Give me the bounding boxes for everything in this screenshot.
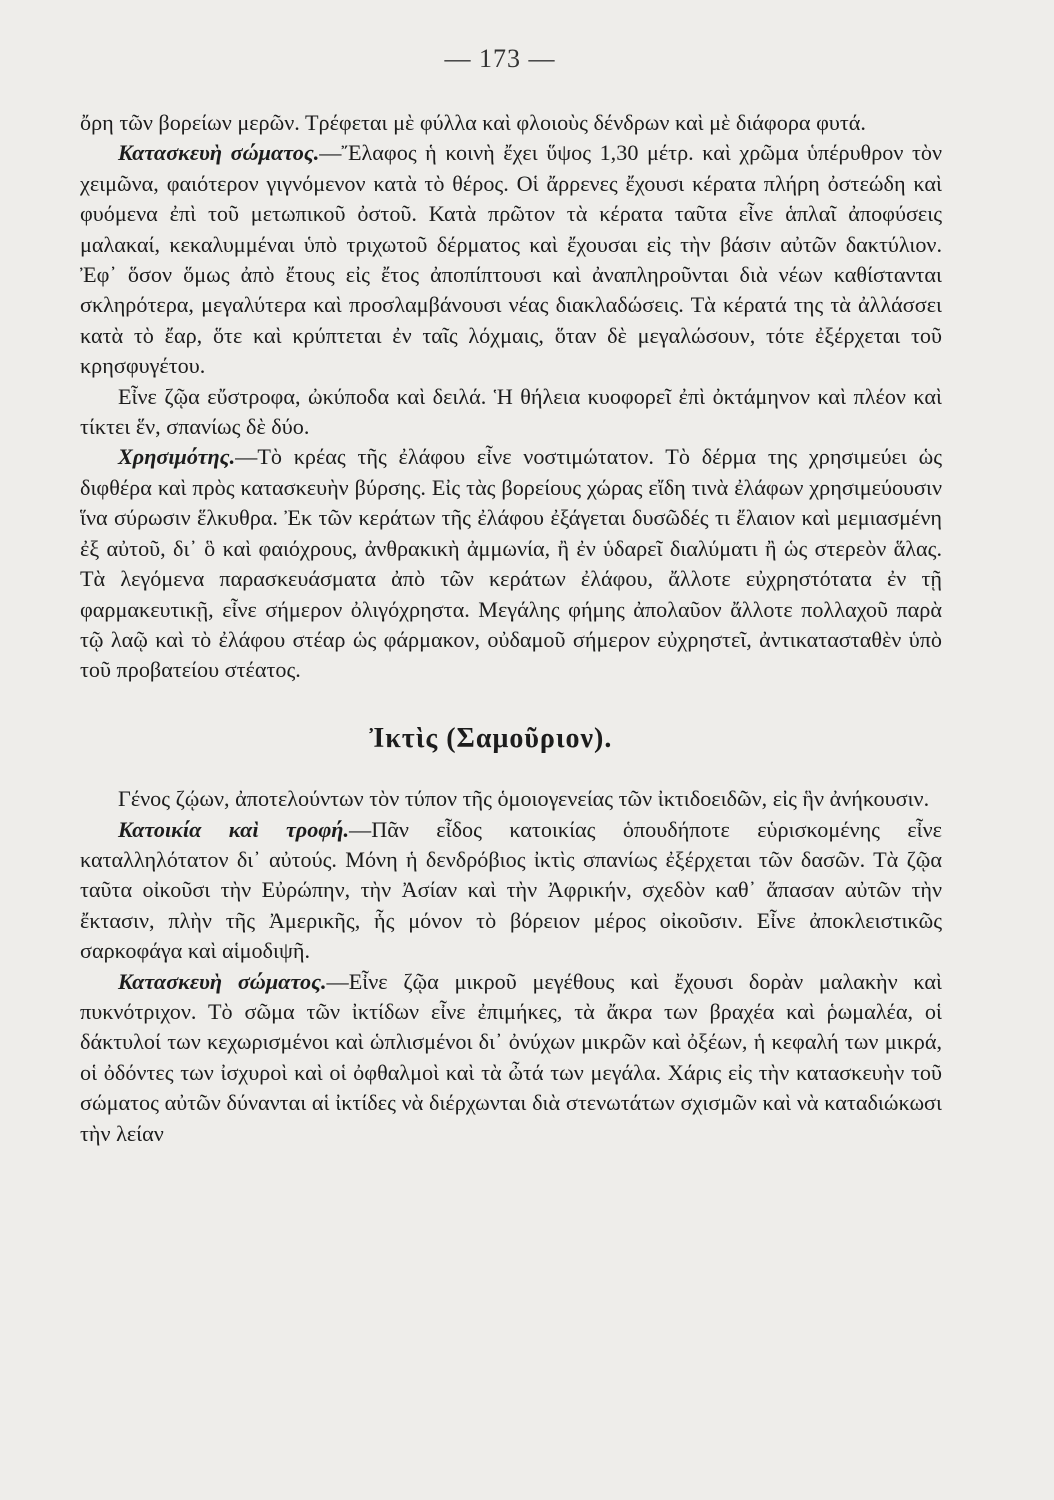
paragraph	[80, 815, 942, 967]
paragraph-heading: Κατασκευὴ σώματος.	[118, 968, 327, 994]
paragraph-text: —Πᾶν εἶδος κατοικίας ὁπουδήποτε εὑρισκομένης εἶνε καταλληλότατον δι᾽ αὐτούς. Μόνη ἡ δενδρόβιος ἰκτὶς σπανίως ἐξέρχεται τῶν δασῶν. Τὰ ζῷα ταῦτα οἰκοῦσι τὴν Εὐρώπην, τὴν Ἀσίαν καὶ τὴν Ἀφρικήν, σχεδὸν καθ᾽ ἅπασαν αὐτῶν τὴν ἔκτασιν, πλὴν τῆς Ἀμερικῆς, ἧς μόνον τὸ βόρειον μέρος οἰκοῦσιν. Εἶνε ἀποκλειστικῶς σαρκοφάγα καὶ αἱμοδιψῆ.	[80, 816, 942, 964]
paragraph	[80, 382, 942, 443]
section-title: Ἰκτὶς (Σαμοῦριον).	[369, 722, 613, 754]
paragraph-text: —Εἶνε ζῷα μικροῦ μεγέθους καὶ ἔχουσι δορὰν μαλακὴν καὶ πυκνότριχον. Τὸ σῶμα τῶν ἰκτίδων εἶνε ἐπιμήκες, τὰ ἄκρα των βραχέα καὶ ῥωμαλέα, οἱ δάκτυλοί των κεχωρισμένοι καὶ ὡπλισμένοι δι᾽ ὀνύχων μικρῶν καὶ ὀξέων, ἡ κεφαλή των μικρά, οἱ ὀδόντες των ἰσχυροὶ καὶ οἱ ὀφθαλμοὶ καὶ τὰ ὦτά των μεγάλα. Χάρις εἰς τὴν κατασκευὴν τοῦ σώματος αὐτῶν δύνανται αἱ ἰκτίδες νὰ διέρχωνται διὰ στενωτάτων σχισμῶν καὶ νὰ καταδιώκωσι τὴν λείαν	[80, 968, 942, 1146]
paragraph-text: —Ἔλαφος ἡ κοινὴ ἔχει ὕψος 1,30 μέτρ. καὶ χρῶμα ὑπέρυθρον τὸν χειμῶνα, φαιότερον γιγνόμενον κατὰ τὸ θέρος. Οἱ ἄρρενες ἔχουσι κέρατα πλήρη ὀστεώδη καὶ φυόμενα ἐπὶ τοῦ μετωπικοῦ ὀστοῦ. Κατὰ πρῶτον τὰ κέρατα ταῦτα εἶνε ἁπλαῖ ἀποφύσεις μαλακαί, κεκαλυμμέναι ὑπὸ τριχωτοῦ δέρματος καὶ ἔχουσαι εἰς τὴν βάσιν αὐτῶν δακτύλιον. Ἐφ᾽ ὅσον ὅμως ἀπὸ ἔτους εἰς ἔτος ἀποπίπτουσι καὶ ἀναπληροῦνται διὰ νέων καθίστανται σκληρότερα, μεγαλύτερα καὶ προσλαμβάνουσι νέας διακλαδώσεις. Τὰ κέρατά της τὰ ἀλλάσσει κατὰ τὸ ἔαρ, ὅτε καὶ κρύπτεται ἐν ταῖς λόχμαις, ὅταν δὲ μεγαλώσουν, τότε ἐξέρχεται τοῦ κρησφυγέτου.	[80, 140, 942, 379]
paragraph	[80, 108, 942, 138]
paragraph	[80, 442, 942, 685]
paragraph	[80, 138, 942, 381]
paragraph-text: Γένος ζῴων, ἀποτελούντων τὸν τύπον τῆς ὁμοιογενείας τῶν ἰκτιδοειδῶν, εἰς ἣν ἀνήκουσιν.	[118, 786, 930, 812]
paragraph-text: ὄρη τῶν βορείων μερῶν. Τρέφεται μὲ φύλλα καὶ φλοιοὺς δένδρων καὶ μὲ διάφορα φυτά.	[80, 110, 866, 135]
paragraph-heading: Κατοικία καὶ τροφή.	[118, 816, 350, 842]
page-number: — 173 —	[444, 44, 556, 73]
paragraph	[80, 967, 942, 1149]
paragraph-heading: Χρησιμότης.	[118, 444, 236, 470]
paragraph-text: —Τὸ κρέας τῆς ἐλάφου εἶνε νοστιμώτατον. Τὸ δέρμα της χρησιμεύει ὡς διφθέρα καὶ πρὸς κατασκευὴν βύρσης. Εἰς τὰς βορείους χώρας εἴδη τινὰ ἐλάφων χρησιμεύουσιν ἵνα σύρωσιν ἕλκυθρα. Ἐκ τῶν κεράτων τῆς ἐλάφου ἐξάγεται δυσῶδές τι ἔλαιον καὶ μεμιασμένη ἐξ αὐτοῦ, δι᾽ ὃ καὶ φαιόχρους, ἀνθρακικὴ ἀμμωνία, ἢ ἐν ὑδαρεῖ διαλύματι ἢ ὡς στερεὸν ἅλας. Τὰ λεγόμενα παρασκευάσματα ἀπὸ τῶν κεράτων ἐλάφου, ἄλλοτε εὐχρηστότατα ἐν τῇ φαρμακευτικῇ, εἶνε σήμερον ὀλιγόχρηστα. Μεγάλης φήμης ἀπολαῦον ἄλλοτε πολλαχοῦ παρὰ τῷ λαῷ καὶ τὸ ἐλάφου στέαρ ὡς φάρμακον, οὐδαμοῦ σήμερον εὐχρηστεῖ, ἀντικατασταθὲν ὑπὸ τοῦ προβατείου στέατος.	[80, 444, 942, 683]
paragraph-text: Εἶνε ζῷα εὔστροφα, ὠκύποδα καὶ δειλά. Ἡ θήλεια κυοφορεῖ ἐπὶ ὀκτάμηνον καὶ πλέον καὶ τίκτει ἕν, σπανίως δὲ δύο.	[80, 383, 942, 440]
paragraph-heading: Κατασκευὴ σώματος.	[118, 140, 320, 166]
paragraph	[80, 784, 942, 814]
page-body	[80, 108, 942, 1149]
